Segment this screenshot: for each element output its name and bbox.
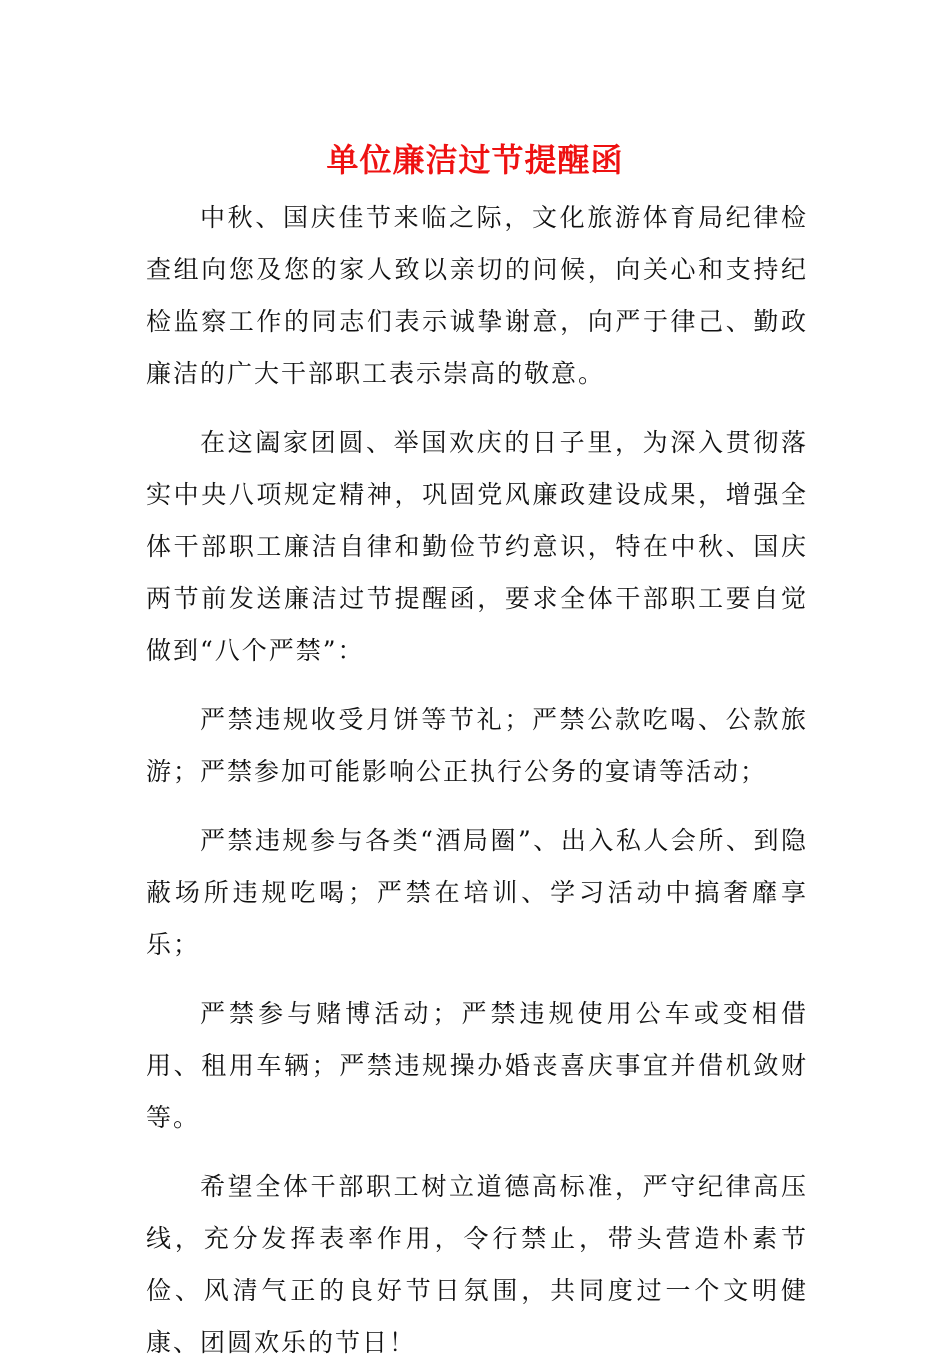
paragraph-prohibitions-2: 严禁违规参与各类“酒局圈”、出入私人会所、到隐蔽场所违规吃喝；严禁在培训、学习活动中搞奢靡享乐； bbox=[146, 826, 808, 959]
paragraph-greeting: 中秋、国庆佳节来临之际，文化旅游体育局纪律检查组向您及您的家人致以亲切的问候，向关心和支持纪检监察工作的同志们表示诚挚谢意，向严于律己、勤政廉洁的广大干部职工表示崇高的敬意。 bbox=[146, 203, 808, 388]
paragraph-closing: 希望全体干部职工树立道德高标准，严守纪律高压线，充分发挥表率作用，令行禁止，带头营造朴素节俭、风清气正的良好节日氛围，共同度过一个文明健康、团圆欢乐的节日！ bbox=[146, 1172, 808, 1357]
paragraph-purpose: 在这阖家团圆、举国欢庆的日子里，为深入贯彻落实中央八项规定精神，巩固党风廉政建设成果，增强全体干部职工廉洁自律和勤俭节约意识，特在中秋、国庆两节前发送廉洁过节提醒函，要求全体干部职工要自觉做到“八个严禁”： bbox=[146, 428, 808, 665]
paragraph-prohibitions-3: 严禁参与赌博活动；严禁违规使用公车或变相借用、租用车辆；严禁违规操办婚丧喜庆事宜并借机敛财等。 bbox=[146, 999, 808, 1132]
document-body bbox=[146, 192, 808, 1369]
document-title: 单位廉洁过节提醒函 bbox=[326, 141, 624, 179]
paragraph-prohibitions-1: 严禁违规收受月饼等节礼；严禁公款吃喝、公款旅游；严禁参加可能影响公正执行公务的宴请等活动； bbox=[146, 705, 808, 786]
